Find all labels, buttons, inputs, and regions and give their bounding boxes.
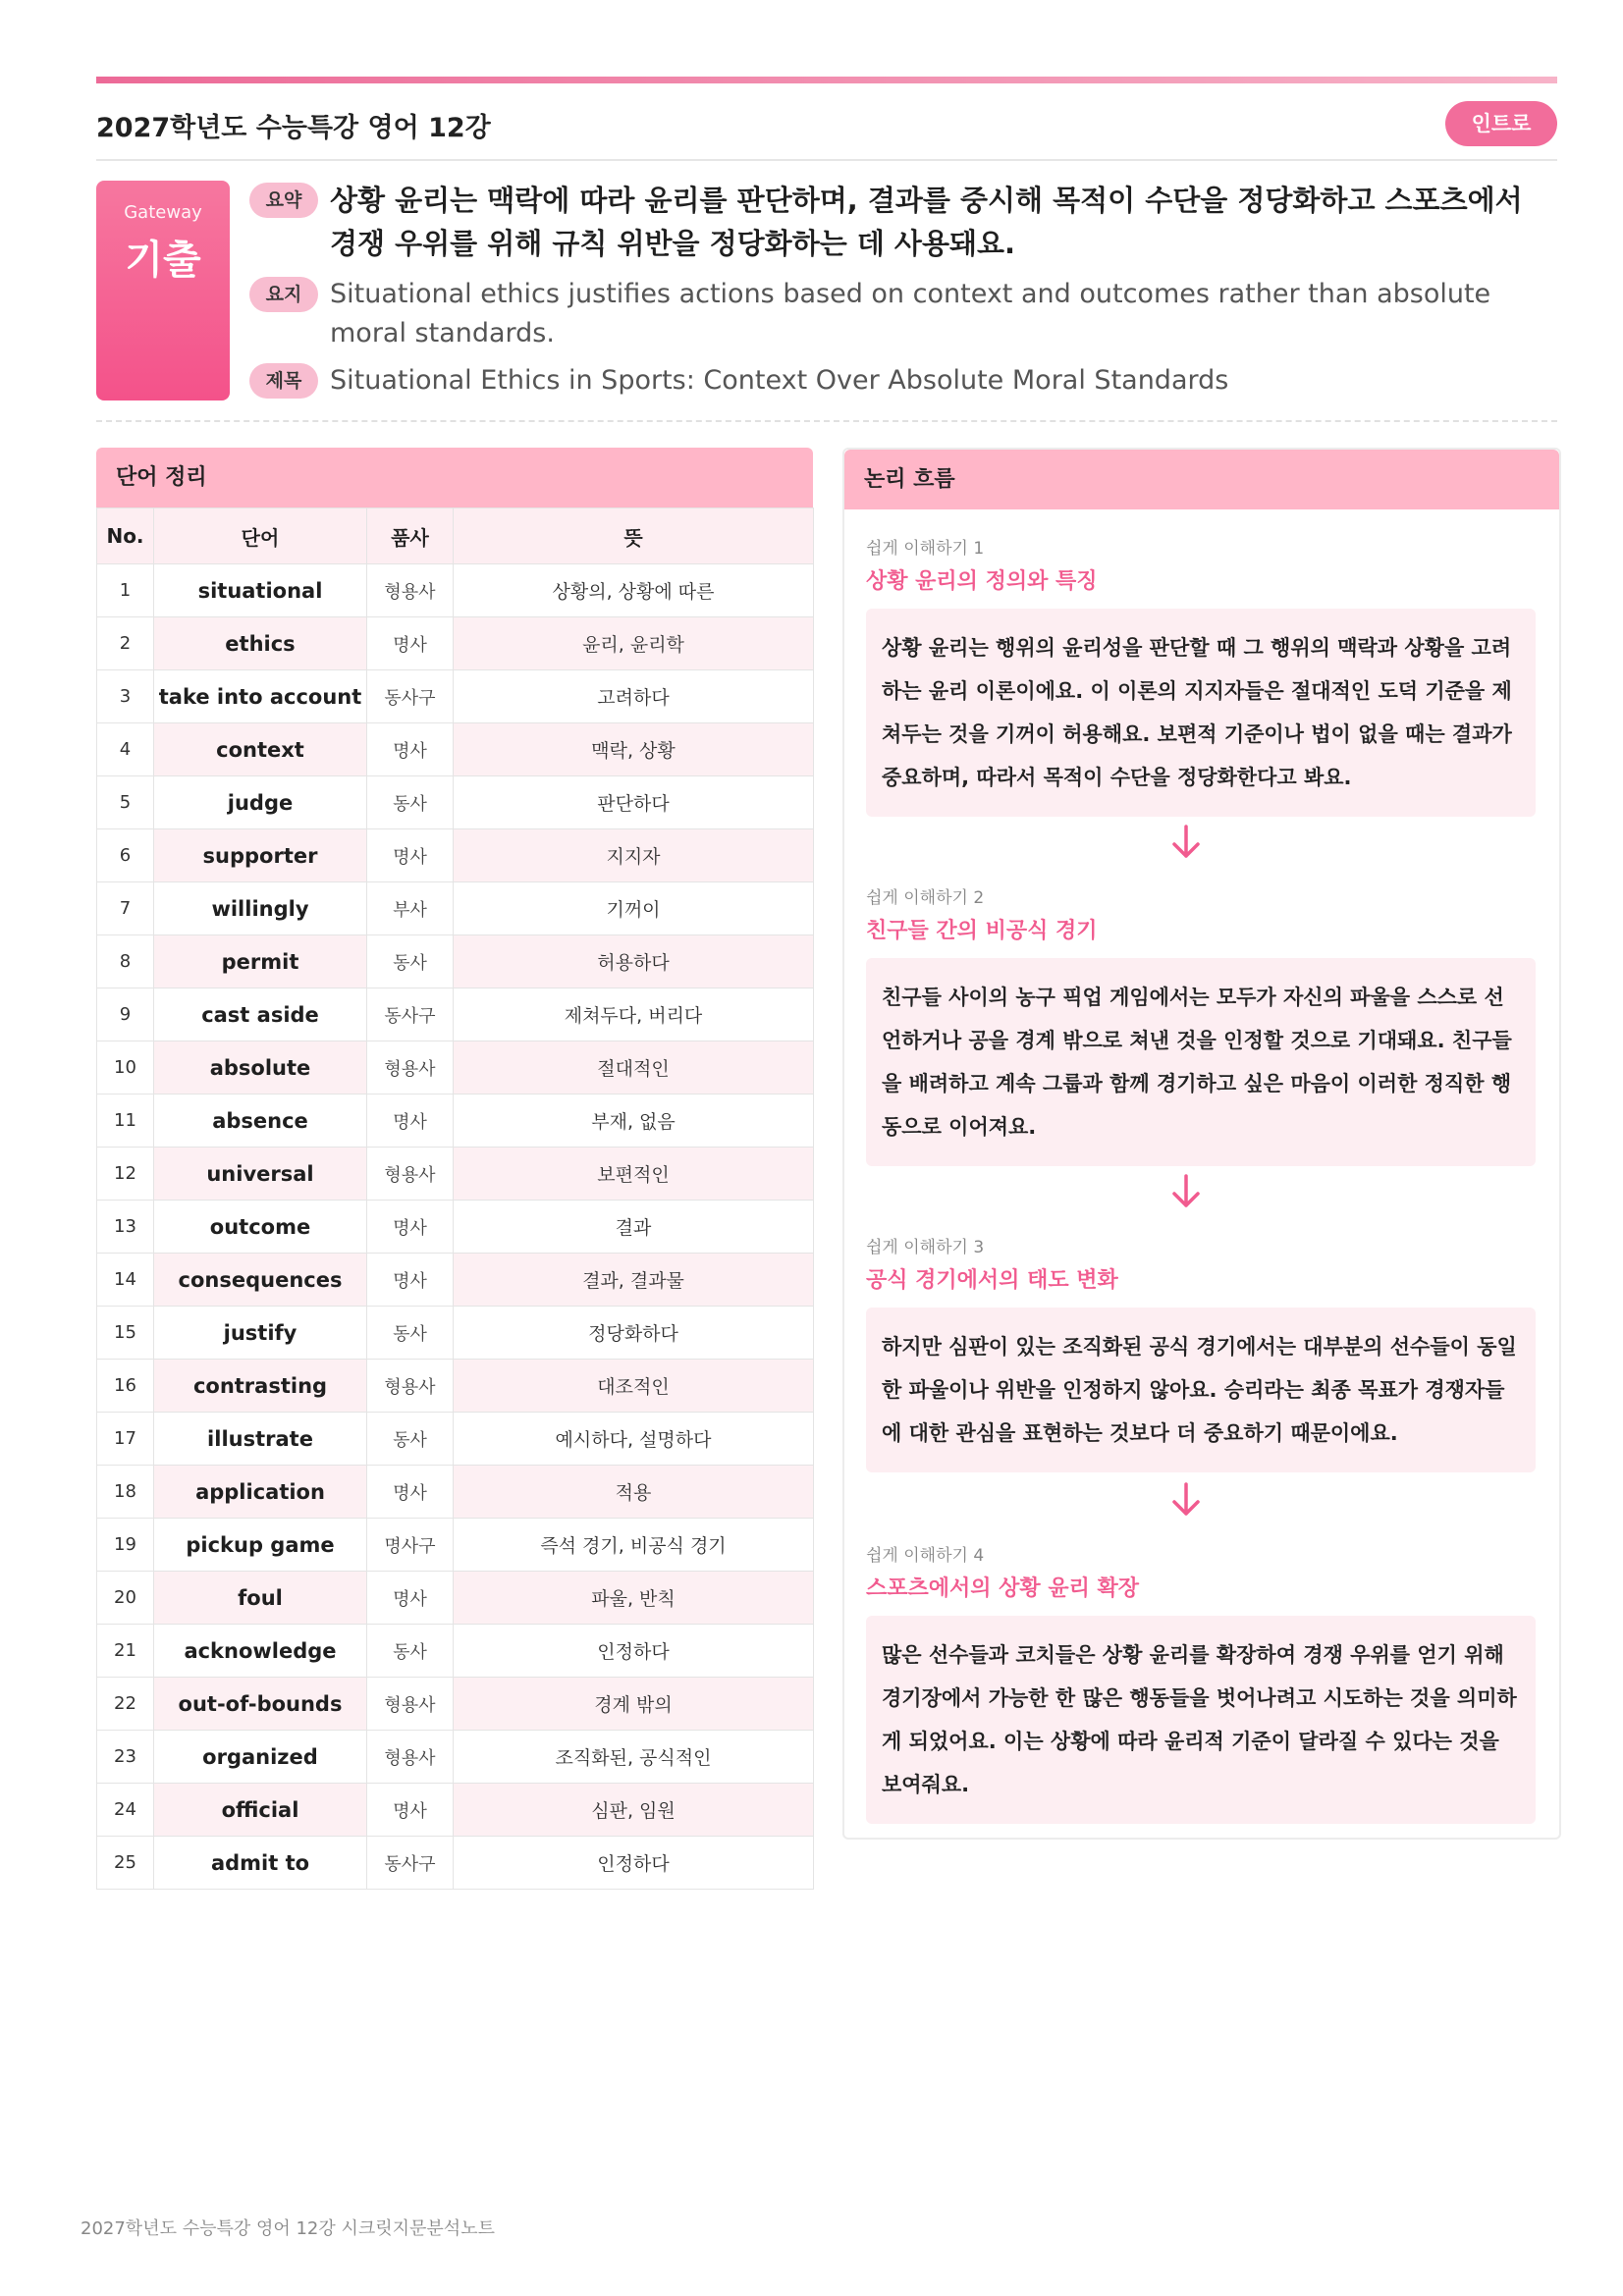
step-text: 친구들 사이의 농구 픽업 게임에서는 모두가 자신의 파울을 스스로 선언하거나 공을 경계 밖으로 쳐낸 것을 인정할 것으로 기대돼요. 친구들을 배려하고 계속 그룹과 함께 경기하고 싶은 마음이 이러한 정직한 행동으로 이어져요. bbox=[866, 958, 1536, 1166]
cell-no: 7 bbox=[97, 882, 154, 935]
cell-pos: 부사 bbox=[367, 882, 454, 935]
cell-no: 3 bbox=[97, 670, 154, 723]
cell-word: outcome bbox=[154, 1201, 367, 1254]
cell-pos: 명사 bbox=[367, 1201, 454, 1254]
step-title: 상황 윤리의 정의와 특징 bbox=[866, 569, 1098, 594]
cell-word: absence bbox=[154, 1095, 367, 1148]
cell-pos: 형용사 bbox=[367, 1041, 454, 1095]
cell-no: 10 bbox=[97, 1041, 154, 1095]
cell-word: out-of-bounds bbox=[154, 1678, 367, 1731]
table-row bbox=[97, 1519, 814, 1572]
cell-pos: 형용사 bbox=[367, 564, 454, 617]
cell-no: 20 bbox=[97, 1572, 154, 1625]
table-row bbox=[97, 1095, 814, 1148]
logic-step-3 bbox=[866, 1233, 1536, 1472]
cell-word: universal bbox=[154, 1148, 367, 1201]
logic-step-4 bbox=[866, 1541, 1536, 1824]
cell-no: 21 bbox=[97, 1625, 154, 1678]
table-row bbox=[97, 1625, 814, 1678]
logic-heading: 논리 흐름 bbox=[844, 450, 1559, 509]
cell-meaning: 경계 밖의 bbox=[454, 1678, 814, 1731]
cell-word: acknowledge bbox=[154, 1625, 367, 1678]
step-label: 쉽게 이해하기 2 bbox=[866, 888, 985, 908]
logic-step-1 bbox=[866, 534, 1536, 817]
cell-no: 19 bbox=[97, 1519, 154, 1572]
cell-no: 6 bbox=[97, 829, 154, 882]
cell-word: official bbox=[154, 1784, 367, 1837]
title-tag: 제목 bbox=[249, 363, 318, 399]
cell-meaning: 고려하다 bbox=[454, 670, 814, 723]
table-row bbox=[97, 776, 814, 829]
arrow-down-icon bbox=[1170, 1172, 1202, 1211]
cell-no: 24 bbox=[97, 1784, 154, 1837]
cell-word: take into account bbox=[154, 670, 367, 723]
cell-word: cast aside bbox=[154, 988, 367, 1041]
cell-word: context bbox=[154, 723, 367, 776]
cell-pos: 동사 bbox=[367, 776, 454, 829]
vocab-panel bbox=[96, 448, 813, 1890]
cell-word: foul bbox=[154, 1572, 367, 1625]
cell-no: 23 bbox=[97, 1731, 154, 1784]
cell-meaning: 파울, 반칙 bbox=[454, 1572, 814, 1625]
cell-pos: 명사 bbox=[367, 1095, 454, 1148]
step-title: 공식 경기에서의 태도 변화 bbox=[866, 1268, 1118, 1293]
vocab-heading: 단어 정리 bbox=[96, 448, 813, 507]
cell-pos: 형용사 bbox=[367, 1148, 454, 1201]
cell-no: 18 bbox=[97, 1466, 154, 1519]
cell-no: 17 bbox=[97, 1413, 154, 1466]
table-row bbox=[97, 1837, 814, 1890]
col-word: 단어 bbox=[154, 508, 367, 564]
cell-pos: 동사 bbox=[367, 935, 454, 988]
cell-no: 8 bbox=[97, 935, 154, 988]
cell-meaning: 결과, 결과물 bbox=[454, 1254, 814, 1307]
cell-meaning: 즉석 경기, 비공식 경기 bbox=[454, 1519, 814, 1572]
table-row bbox=[97, 829, 814, 882]
cell-meaning: 지지자 bbox=[454, 829, 814, 882]
cell-pos: 형용사 bbox=[367, 1678, 454, 1731]
cell-no: 13 bbox=[97, 1201, 154, 1254]
cell-pos: 명사 bbox=[367, 1784, 454, 1837]
cell-meaning: 절대적인 bbox=[454, 1041, 814, 1095]
cell-meaning: 맥락, 상황 bbox=[454, 723, 814, 776]
cell-pos: 형용사 bbox=[367, 1731, 454, 1784]
cell-no: 14 bbox=[97, 1254, 154, 1307]
cell-meaning: 결과 bbox=[454, 1201, 814, 1254]
cell-meaning: 윤리, 윤리학 bbox=[454, 617, 814, 670]
cell-word: organized bbox=[154, 1731, 367, 1784]
step-label: 쉽게 이해하기 1 bbox=[866, 539, 985, 559]
table-row bbox=[97, 1254, 814, 1307]
cell-pos: 명사 bbox=[367, 1254, 454, 1307]
cell-pos: 명사 bbox=[367, 723, 454, 776]
cell-meaning: 상황의, 상황에 따른 bbox=[454, 564, 814, 617]
table-row bbox=[97, 882, 814, 935]
cell-word: willingly bbox=[154, 882, 367, 935]
gateway-badge bbox=[96, 181, 230, 400]
cell-pos: 명사 bbox=[367, 829, 454, 882]
step-title: 친구들 간의 비공식 경기 bbox=[866, 919, 1098, 943]
cell-no: 11 bbox=[97, 1095, 154, 1148]
cell-meaning: 예시하다, 설명하다 bbox=[454, 1413, 814, 1466]
cell-word: pickup game bbox=[154, 1519, 367, 1572]
table-row bbox=[97, 935, 814, 988]
table-row bbox=[97, 1678, 814, 1731]
cell-pos: 명사구 bbox=[367, 1519, 454, 1572]
step-text: 많은 선수들과 코치들은 상황 윤리를 확장하여 경쟁 우위를 얻기 위해 경기장에서 가능한 한 많은 행동들을 벗어나려고 시도하는 것을 의미하게 되었어요. 이는 상황에 따라 윤리적 기준이 달라질 수 있다는 것을 보여줘요. bbox=[866, 1616, 1536, 1824]
cell-word: admit to bbox=[154, 1837, 367, 1890]
cell-word: judge bbox=[154, 776, 367, 829]
divider bbox=[96, 420, 1557, 422]
cell-pos: 동사구 bbox=[367, 1837, 454, 1890]
cell-meaning: 심판, 임원 bbox=[454, 1784, 814, 1837]
cell-no: 5 bbox=[97, 776, 154, 829]
cell-word: illustrate bbox=[154, 1413, 367, 1466]
intro-button[interactable]: 인트로 bbox=[1445, 101, 1557, 146]
cell-pos: 명사 bbox=[367, 1572, 454, 1625]
page-footer: 2027학년도 수능특강 영어 12강 시크릿지문분석노트 bbox=[81, 2218, 495, 2239]
cell-meaning: 허용하다 bbox=[454, 935, 814, 988]
cell-word: absolute bbox=[154, 1041, 367, 1095]
table-row bbox=[97, 723, 814, 776]
page-title: 2027학년도 수능특강 영어 12강 bbox=[96, 113, 491, 143]
arrow-down-icon bbox=[1170, 1480, 1202, 1520]
cell-no: 15 bbox=[97, 1307, 154, 1360]
cell-word: application bbox=[154, 1466, 367, 1519]
table-row bbox=[97, 1041, 814, 1095]
summary-tag: 요약 bbox=[249, 183, 318, 218]
table-row bbox=[97, 1201, 814, 1254]
table-row bbox=[97, 1148, 814, 1201]
table-row bbox=[97, 1307, 814, 1360]
step-label: 쉽게 이해하기 3 bbox=[866, 1238, 985, 1257]
col-meaning: 뜻 bbox=[454, 508, 814, 564]
cell-no: 1 bbox=[97, 564, 154, 617]
cell-meaning: 인정하다 bbox=[454, 1837, 814, 1890]
cell-pos: 형용사 bbox=[367, 1360, 454, 1413]
step-text: 하지만 심판이 있는 조직화된 공식 경기에서는 대부분의 선수들이 동일한 파울이나 위반을 인정하지 않아요. 승리라는 최종 목표가 경쟁자들에 대한 관심을 표현하는 것보다 더 중요하기 때문이에요. bbox=[866, 1308, 1536, 1472]
cell-meaning: 정당화하다 bbox=[454, 1307, 814, 1360]
cell-word: ethics bbox=[154, 617, 367, 670]
cell-meaning: 보편적인 bbox=[454, 1148, 814, 1201]
table-row bbox=[97, 564, 814, 617]
cell-pos: 동사구 bbox=[367, 670, 454, 723]
table-row bbox=[97, 617, 814, 670]
gateway-label: Gateway bbox=[124, 202, 202, 223]
cell-no: 4 bbox=[97, 723, 154, 776]
cell-word: justify bbox=[154, 1307, 367, 1360]
cell-no: 9 bbox=[97, 988, 154, 1041]
cell-meaning: 기꺼이 bbox=[454, 882, 814, 935]
cell-no: 25 bbox=[97, 1837, 154, 1890]
cell-meaning: 대조적인 bbox=[454, 1360, 814, 1413]
step-label: 쉽게 이해하기 4 bbox=[866, 1546, 985, 1566]
table-row bbox=[97, 1572, 814, 1625]
col-no: No. bbox=[97, 508, 154, 564]
table-row bbox=[97, 1360, 814, 1413]
gist-tag: 요지 bbox=[249, 277, 318, 312]
vocab-table bbox=[96, 507, 814, 1890]
cell-no: 12 bbox=[97, 1148, 154, 1201]
cell-no: 22 bbox=[97, 1678, 154, 1731]
cell-pos: 명사 bbox=[367, 617, 454, 670]
table-row bbox=[97, 1413, 814, 1466]
gist-text: Situational ethics justifies actions based on context and outcomes rather than absolute moral standards. bbox=[330, 279, 1491, 348]
page-header bbox=[96, 96, 1557, 161]
cell-pos: 동사 bbox=[367, 1625, 454, 1678]
logic-panel bbox=[842, 448, 1561, 1840]
table-row bbox=[97, 988, 814, 1041]
cell-word: situational bbox=[154, 564, 367, 617]
table-row bbox=[97, 1731, 814, 1784]
cell-pos: 동사 bbox=[367, 1307, 454, 1360]
logic-step-2 bbox=[866, 883, 1536, 1166]
top-accent-bar bbox=[96, 77, 1557, 83]
gateway-title: 기출 bbox=[125, 238, 201, 283]
col-pos: 품사 bbox=[367, 508, 454, 564]
cell-meaning: 적용 bbox=[454, 1466, 814, 1519]
table-row bbox=[97, 1784, 814, 1837]
step-text: 상황 윤리는 행위의 윤리성을 판단할 때 그 행위의 맥락과 상황을 고려하는 윤리 이론이에요. 이 이론의 지지자들은 절대적인 도덕 기준을 제쳐두는 것을 기꺼이 허용해요. 보편적 기준이나 법이 없을 때는 결과가 중요하며, 따라서 목적이 수단을 정당화한다고 봐요. bbox=[866, 609, 1536, 817]
cell-meaning: 조직화된, 공식적인 bbox=[454, 1731, 814, 1784]
cell-pos: 동사구 bbox=[367, 988, 454, 1041]
table-row bbox=[97, 1466, 814, 1519]
title-text: Situational Ethics in Sports: Context Over Absolute Moral Standards bbox=[330, 365, 1229, 396]
cell-word: contrasting bbox=[154, 1360, 367, 1413]
cell-no: 16 bbox=[97, 1360, 154, 1413]
cell-word: permit bbox=[154, 935, 367, 988]
step-title: 스포츠에서의 상황 윤리 확장 bbox=[866, 1576, 1140, 1601]
cell-meaning: 인정하다 bbox=[454, 1625, 814, 1678]
cell-word: consequences bbox=[154, 1254, 367, 1307]
cell-meaning: 판단하다 bbox=[454, 776, 814, 829]
cell-pos: 명사 bbox=[367, 1466, 454, 1519]
cell-word: supporter bbox=[154, 829, 367, 882]
cell-no: 2 bbox=[97, 617, 154, 670]
cell-meaning: 부재, 없음 bbox=[454, 1095, 814, 1148]
arrow-down-icon bbox=[1170, 823, 1202, 862]
summary-text: 상황 윤리는 맥락에 따라 윤리를 판단하며, 결과를 중시해 목적이 수단을 정당화하고 스포츠에서 경쟁 우위를 위해 규칙 위반을 정당화하는 데 사용돼요. bbox=[330, 184, 1523, 260]
cell-pos: 동사 bbox=[367, 1413, 454, 1466]
cell-meaning: 제쳐두다, 버리다 bbox=[454, 988, 814, 1041]
table-row bbox=[97, 670, 814, 723]
